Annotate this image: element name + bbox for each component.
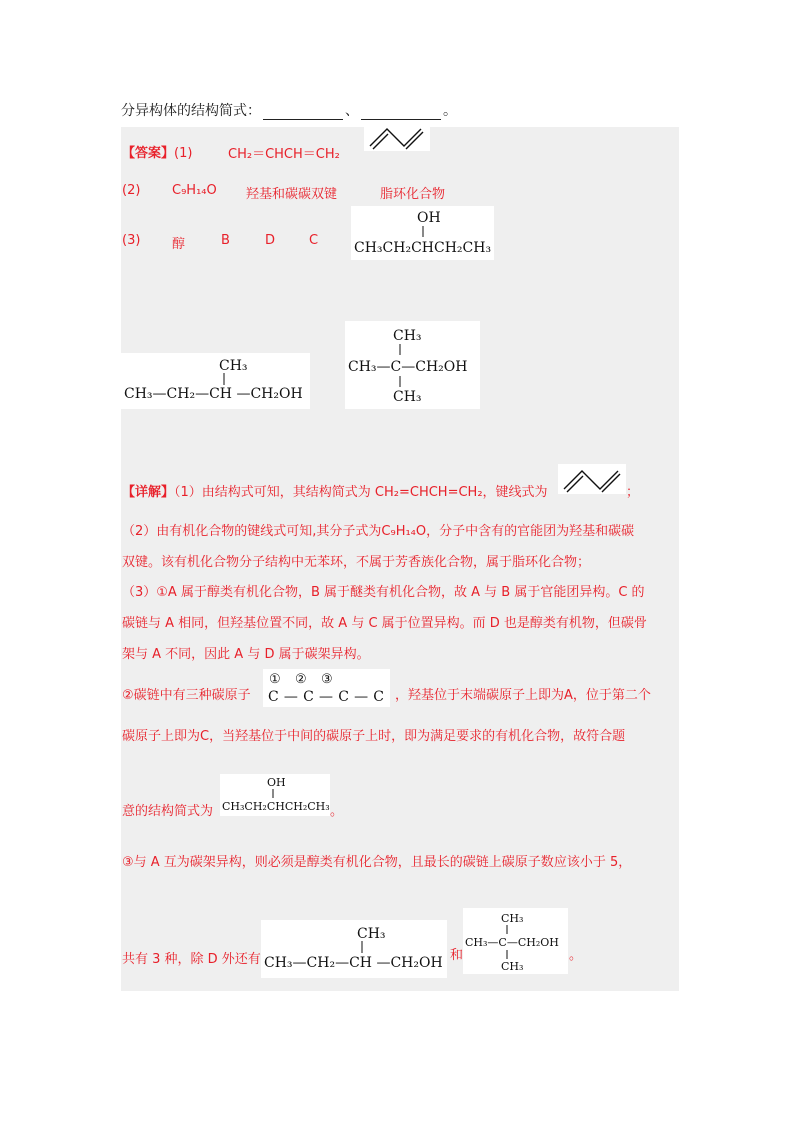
detail-butadiene-svg	[558, 464, 626, 494]
detail-structure-a-main: CH₃CH₂CHCH₂CH₃	[222, 800, 330, 813]
detail-p3b: 碳链与 A 相同，但羟基位置不同，故 A 与 C 属于位置异构。而 D 也是醇类有机物，但碳骨	[122, 616, 647, 631]
detail-structure-a-image	[220, 774, 330, 816]
detail-p2b: 双键。该有机化合物分子结构中无苯环，不属于芳香族化合物，属于脂环化合物；	[122, 555, 591, 570]
detail-structure-c-svg	[463, 908, 568, 974]
separator: 、	[345, 103, 359, 119]
structure-c-svg	[345, 321, 480, 409]
detail-p3a: （3）①A 属于醇类有机化合物，B 属于醚类有机化合物，故 A 与 B 属于官能团异构。C 的	[122, 585, 645, 600]
detail-p4-pre: ②碳链中有三种碳原子	[122, 688, 251, 703]
answer-num-3: (3)	[122, 233, 141, 248]
structure-a-oh: OH	[417, 210, 441, 226]
detail-structure-a-svg	[220, 774, 330, 816]
detail-p4b: 碳原子上即为C，当羟基位于中间的碳原子上时，即为满足要求的有机化合物，故符合题	[122, 729, 626, 744]
detail-p1-text: （1）由结构式可知，其结构简式为 CH₂=CHCH=CH₂，键线式为	[174, 485, 548, 500]
detail-p6-end: 。	[569, 948, 583, 963]
answer-c: C	[309, 233, 319, 248]
carbon-chain-image	[263, 669, 390, 707]
answer-blank-2	[361, 105, 441, 120]
detail-structure-b-image	[261, 920, 447, 978]
structure-b-main: CH₃—CH₂—CH —CH₂OH	[124, 386, 303, 402]
answer-heading: 【答案】	[122, 146, 175, 161]
detail-p6-pre: 共有 3 种，除 D 外还有	[122, 952, 261, 967]
answer-line-1	[122, 142, 192, 161]
chain-label-1: ①	[269, 672, 281, 687]
butadiene-skeletal-image	[364, 124, 430, 151]
detail-structure-a-oh: OH	[267, 776, 286, 789]
answer-formula-2: C₉H₁₄O	[172, 183, 217, 198]
chain-label-2: ②	[295, 672, 307, 687]
detail-structure-c-top: CH₃	[501, 912, 524, 925]
structure-a-svg	[351, 206, 494, 260]
carbon-chain: C—C—C—C	[268, 689, 384, 705]
structure-b-ch3: CH₃	[219, 358, 248, 374]
structure-a-image	[351, 206, 494, 260]
detail-structure-c-middle: CH₃—C—CH₂OH	[465, 936, 559, 949]
answer-b: B	[221, 233, 230, 248]
detail-structure-b-main: CH₃—CH₂—CH —CH₂OH	[264, 955, 443, 971]
carbon-chain-svg	[263, 669, 390, 707]
structure-b-image	[121, 353, 310, 409]
detail-structure-c-image	[463, 908, 568, 974]
answer-compound-class: 脂环化合物	[380, 187, 446, 202]
detail-structure-c-bottom: CH₃	[501, 960, 524, 973]
question-tail	[121, 100, 457, 120]
detail-p5: ③与 A 互为碳架异构，则必须是醇类有机化合物，且最长的碳链上碳原子数应该小于 5，	[122, 855, 632, 870]
detail-p3c: 架与 A 不同，因此 A 与 D 属于碳架异构。	[122, 647, 370, 662]
chain-label-3: ③	[321, 672, 333, 687]
detail-p2a: （2）由有机化合物的键线式可知,其分子式为C₉H₁₄O，分子中含有的官能团为羟基和碳碳	[122, 524, 635, 539]
sentence-end: 。	[443, 103, 457, 119]
question-text: 分异构体的结构简式：	[121, 103, 261, 119]
structure-a-main: CH₃CH₂CHCH₂CH₃	[354, 240, 492, 256]
detail-butadiene-image	[558, 464, 626, 494]
butadiene-skeletal-svg	[364, 124, 430, 151]
answer-d: D	[265, 233, 276, 248]
structure-c-middle: CH₃—C—CH₂OH	[348, 359, 468, 375]
detail-structure-b-svg	[261, 920, 447, 978]
detail-p4c-end: 。	[330, 804, 344, 819]
structure-c-image	[345, 321, 480, 409]
detail-p4c-pre: 意的结构简式为	[122, 804, 214, 819]
detail-p1-end: ；	[626, 485, 640, 500]
answer-formula-1: CH₂＝CHCH＝CH₂	[228, 147, 340, 162]
answer-blank-1	[263, 105, 343, 120]
structure-c-bottom: CH₃	[393, 389, 422, 405]
answer-num-1: (1)	[174, 146, 193, 161]
detail-structure-b-ch3: CH₃	[357, 926, 386, 942]
structure-c-top: CH₃	[393, 328, 422, 344]
answer-num-2: (2)	[122, 183, 141, 198]
detail-p1	[122, 481, 548, 500]
detail-heading: 【详解】	[122, 485, 175, 500]
structure-b-svg	[121, 353, 310, 409]
detail-p4-post: ，羟基位于末端碳原子上即为A，位于第二个	[395, 688, 651, 703]
answer-alcohol: 醇	[172, 237, 186, 252]
detail-p6-mid: 和	[450, 948, 464, 963]
answer-functional-groups: 羟基和碳碳双键	[246, 187, 338, 202]
